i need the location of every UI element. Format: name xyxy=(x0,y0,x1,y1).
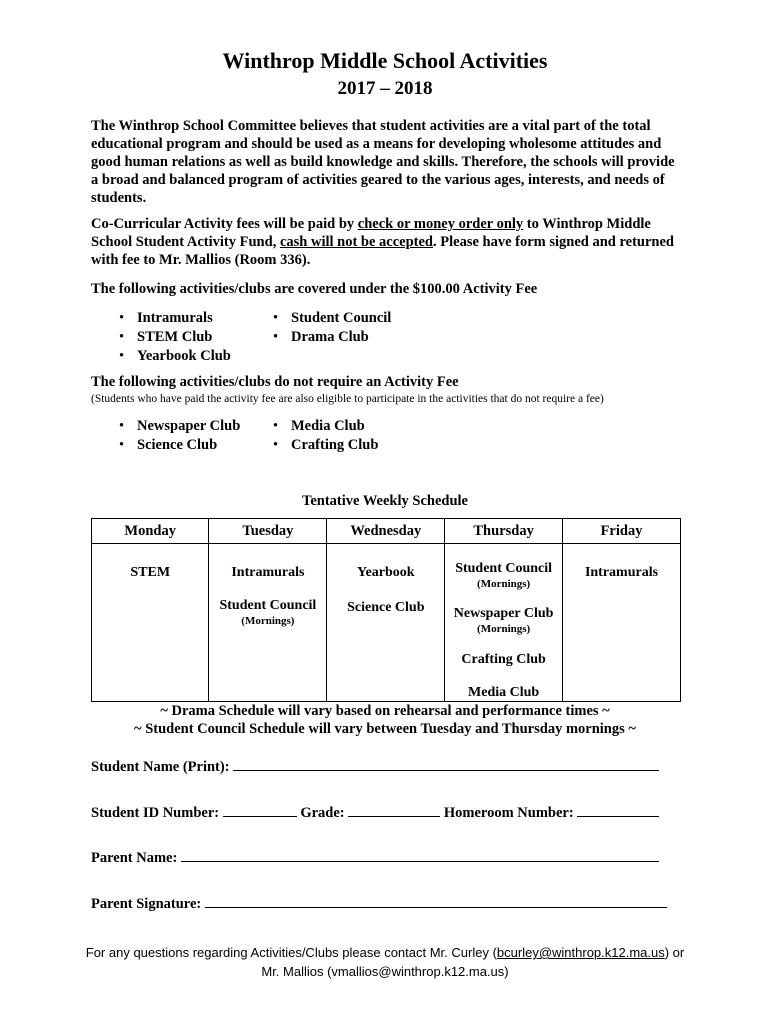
student-id-field[interactable] xyxy=(223,802,297,817)
column-header-tuesday: Tuesday xyxy=(209,519,327,544)
grade-label: Grade: xyxy=(300,805,345,821)
student-id-label: Student ID Number: xyxy=(91,805,220,821)
parent-name-field[interactable] xyxy=(181,847,659,862)
list-item: • Media Club xyxy=(264,417,378,436)
friday-cell xyxy=(563,544,681,702)
nofee-club-list-left xyxy=(110,417,240,455)
thursday-activity: Newspaper Club xyxy=(453,606,554,621)
student-name-row xyxy=(91,756,659,776)
monday-activity: STEM xyxy=(130,565,171,580)
thursday-activity-note: (Mornings) xyxy=(477,623,531,635)
parent-name-row xyxy=(91,847,659,867)
contact-footer xyxy=(0,943,770,981)
nofee-subheading: (Students who have paid the activity fee are also eligible to participate in the activities that do not require a fee) xyxy=(91,393,604,405)
parent-signature-field[interactable] xyxy=(205,893,667,908)
student-name-field[interactable] xyxy=(233,756,659,771)
schedule-table xyxy=(91,518,681,702)
column-header-friday: Friday xyxy=(563,519,681,544)
schedule-title: Tentative Weekly Schedule xyxy=(302,493,468,509)
student-council-note: ~ Student Council Schedule will vary between Tuesday and Thursday mornings ~ xyxy=(134,721,636,737)
column-header-wednesday: Wednesday xyxy=(327,519,445,544)
payment-method-note: check or money order only xyxy=(357,216,524,232)
list-item: • Science Club xyxy=(110,436,240,455)
parent-signature-label: Parent Signature: xyxy=(91,896,202,912)
wednesday-activity: Science Club xyxy=(347,600,425,615)
parent-name-label: Parent Name: xyxy=(91,850,178,866)
grade-field[interactable] xyxy=(348,802,440,817)
list-item: • Student Council xyxy=(264,309,391,328)
fee-heading: The following activities/clubs are covered under the $100.00 Activity Fee xyxy=(91,281,538,297)
homeroom-field[interactable] xyxy=(577,802,659,817)
fee-club-list-left xyxy=(110,309,231,366)
nofee-club-list-right xyxy=(264,417,378,455)
homeroom-label: Homeroom Number: xyxy=(443,805,574,821)
student-name-label: Student Name (Print): xyxy=(91,759,230,775)
fee-club-list-right xyxy=(264,309,391,347)
parent-signature-row xyxy=(91,893,667,913)
column-header-monday: Monday xyxy=(92,519,209,544)
intro-paragraph: The Winthrop School Committee believes that student activities are a vital part of the total educational program and should be used as a means for developing wholesome attitudes and good human relations as well as build knowledge and skills. Therefore, the schools will provide a broad and balanced program of activities geared to the various ages, interests, and needs of students. xyxy=(91,118,675,206)
contact-line-2: Mr. Mallios (vmallios@winthrop.k12.ma.us) xyxy=(261,964,509,979)
cash-note: cash will not be accepted xyxy=(279,234,433,250)
wednesday-activity: Yearbook xyxy=(357,565,415,580)
tuesday-activity-note: (Mornings) xyxy=(241,615,295,627)
tuesday-cell xyxy=(209,544,327,702)
thursday-activity: Media Club xyxy=(468,685,540,700)
tuesday-activity: Intramurals xyxy=(231,565,305,580)
tuesday-activity: Student Council xyxy=(219,598,317,613)
drama-note: ~ Drama Schedule will vary based on rehearsal and performance times ~ xyxy=(160,703,610,719)
school-year: 2017 – 2018 xyxy=(337,78,433,99)
thursday-cell xyxy=(445,544,563,702)
student-id-row xyxy=(91,802,659,822)
table-row xyxy=(92,544,681,702)
contact-line-1: For any questions regarding Activities/Clubs please contact Mr. Curley (bcurley@winthrop.k12.ma.us) or xyxy=(85,945,685,960)
list-item: • Drama Club xyxy=(264,328,391,347)
wednesday-cell xyxy=(327,544,445,702)
nofee-heading: The following activities/clubs do not require an Activity Fee xyxy=(91,374,459,390)
fee-paragraph: Co-Curricular Activity fees will be paid by check or money order only to Winthrop Middle School Student Activity Fund, cash will not be accepted. Please have form signed and returned with fee to Mr. Mallios (Room 336). xyxy=(91,216,674,268)
list-item: • Yearbook Club xyxy=(110,347,231,366)
monday-cell xyxy=(92,544,209,702)
thursday-activity: Crafting Club xyxy=(461,652,546,667)
list-item: • Intramurals xyxy=(110,309,231,328)
friday-activity: Intramurals xyxy=(584,565,659,580)
table-header-row xyxy=(92,519,681,544)
thursday-activity: Student Council xyxy=(455,561,553,576)
list-item: • Newspaper Club xyxy=(110,417,240,436)
list-item: • Crafting Club xyxy=(264,436,378,455)
curley-email-link[interactable]: bcurley@winthrop.k12.ma.us xyxy=(496,945,665,960)
list-item: • STEM Club xyxy=(110,328,231,347)
column-header-thursday: Thursday xyxy=(445,519,563,544)
schedule-notes xyxy=(0,702,770,738)
document-title: Winthrop Middle School Activities xyxy=(222,48,548,73)
thursday-activity-note: (Mornings) xyxy=(477,578,531,590)
